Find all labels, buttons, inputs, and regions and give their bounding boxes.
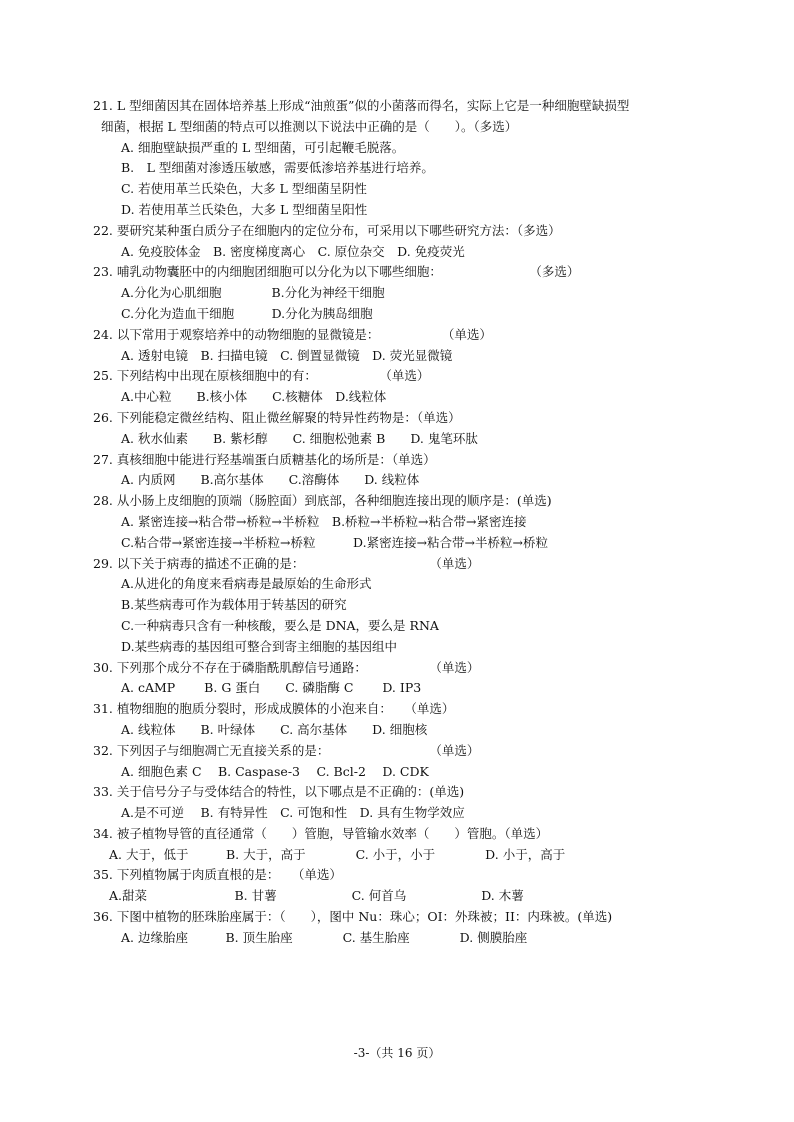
- question-line: 35. 下列植物属于肉质直根的是： （单选）: [93, 867, 342, 883]
- page-footer: -3-（共 16 页）: [353, 1046, 441, 1060]
- question-line: 28. 从小肠上皮细胞的顶端（肠腔面）到底部，各种细胞连接出现的顺序是：(单选): [93, 493, 552, 509]
- question-line: 22. 要研究某种蛋白质分子在细胞内的定位分布，可采用以下哪些研究方法：（多选）: [93, 222, 561, 238]
- option-line: C. 若使用革兰氏染色，大多 L 型细菌呈阴性: [121, 181, 367, 197]
- question-line: 26. 下列能稳定微丝结构、阻止微丝解聚的特异性药物是：（单选）: [93, 409, 461, 425]
- question-line: 23. 哺乳动物囊胚中的内细胞团细胞可以分化为以下哪些细胞： （多选）: [93, 264, 580, 280]
- option-line: A. cAMP B. G 蛋白 C. 磷脂酶 C D. IP3: [121, 680, 422, 696]
- option-line: A. 透射电镜 B. 扫描电镜 C. 倒置显微镜 D. 荧光显微镜: [121, 347, 453, 363]
- option-line: A. 边缘胎座 B. 顶生胎座 C. 基生胎座 D. 侧膜胎座: [121, 929, 528, 945]
- question-line: 36. 下图中植物的胚珠胎座属于：（ ），图中 Nu：珠心；OI：外珠被；II：内珠被。(单选): [93, 909, 613, 925]
- option-line: C.一种病毒只含有一种核酸，要么是 DNA，要么是 RNA: [121, 617, 439, 633]
- option-line: 细菌，根据 L 型细菌的特点可以推测以下说法中正确的是（ ）。（多选）: [101, 118, 518, 134]
- option-line: A.中心粒 B.核小体 C.核糖体 D.线粒体: [121, 389, 387, 405]
- option-line: A.从进化的角度来看病毒是最原始的生命形式: [121, 576, 372, 592]
- option-line: A.是不可逆 B. 有特异性 C. 可饱和性 D. 具有生物学效应: [121, 805, 465, 821]
- question-line: 24. 以下常用于观察培养中的动物细胞的显微镜是： （单选）: [93, 326, 492, 342]
- option-line: D. 若使用革兰氏染色，大多 L 型细菌呈阳性: [121, 201, 368, 217]
- option-line: A.分化为心肌细胞 B.分化为神经干细胞: [121, 285, 385, 301]
- question-line: 33. 关于信号分子与受体结合的特性，以下哪点是不正确的：(单选): [93, 784, 465, 800]
- option-line: C.分化为造血干细胞 D.分化为胰岛细胞: [121, 305, 373, 321]
- option-line: A. 紧密连接→粘合带→桥粒→半桥粒 B.桥粒→半桥粒→粘合带→紧密连接: [121, 513, 527, 529]
- option-line: A. 免疫胶体金 B. 密度梯度离心 C. 原位杂交 D. 免疫荧光: [121, 243, 465, 259]
- option-line: C.粘合带→紧密连接→半桥粒→桥粒 D.紧密连接→粘合带→半桥粒→桥粒: [121, 534, 548, 550]
- question-line: 25. 下列结构中出现在原核细胞中的有： （单选）: [93, 368, 430, 384]
- option-line: B.某些病毒可作为载体用于转基因的研究: [121, 597, 347, 613]
- question-line: 29. 以下关于病毒的描述不正确的是： （单选）: [93, 555, 480, 571]
- question-list: [93, 96, 713, 949]
- option-line: A. 细胞色素 C B. Caspase-3 C. Bcl-2 D. CDK: [121, 763, 429, 779]
- option-line: A. 内质网 B.高尔基体 C.溶酶体 D. 线粒体: [121, 472, 420, 488]
- question-line: 34. 被子植物导管的直径通常（ ）管胞，导管输水效率（ ）管胞。（单选）: [93, 825, 549, 841]
- question-line: 30. 下列那个成分不存在于磷脂酰肌醇信号通路： （单选）: [93, 659, 480, 675]
- option-line: A. 大于，低于 B. 大于，高于 C. 小于，小于 D. 小于，高于: [109, 846, 566, 862]
- option-line: A.甜菜 B. 甘薯 C. 何首乌 D. 木薯: [109, 888, 524, 904]
- option-line: A. 秋水仙素 B. 紫杉醇 C. 细胞松弛素 B D. 鬼笔环肽: [121, 430, 478, 446]
- question-line: 32. 下列因子与细胞凋亡无直接关系的是： （单选）: [93, 742, 480, 758]
- option-line: A. 线粒体 B. 叶绿体 C. 高尔基体 D. 细胞核: [121, 721, 428, 737]
- question-line: 21. L 型细菌因其在固体培养基上形成“油煎蛋”似的小菌落而得名，实际上它是一种细胞壁缺损型: [93, 98, 630, 113]
- option-line: B. L 型细菌对渗透压敏感，需要低渗培养基进行培养。: [121, 160, 434, 176]
- option-line: A. 细胞壁缺损严重的 L 型细菌，可引起鞭毛脱落。: [121, 139, 405, 155]
- question-line: 31. 植物细胞的胞质分裂时，形成成膜体的小泡来自： （单选）: [93, 701, 455, 717]
- question-line: 27. 真核细胞中能进行羟基端蛋白质糖基化的场所是：（单选）: [93, 451, 436, 467]
- option-line: D.某些病毒的基因组可整合到寄主细胞的基因组中: [121, 638, 398, 654]
